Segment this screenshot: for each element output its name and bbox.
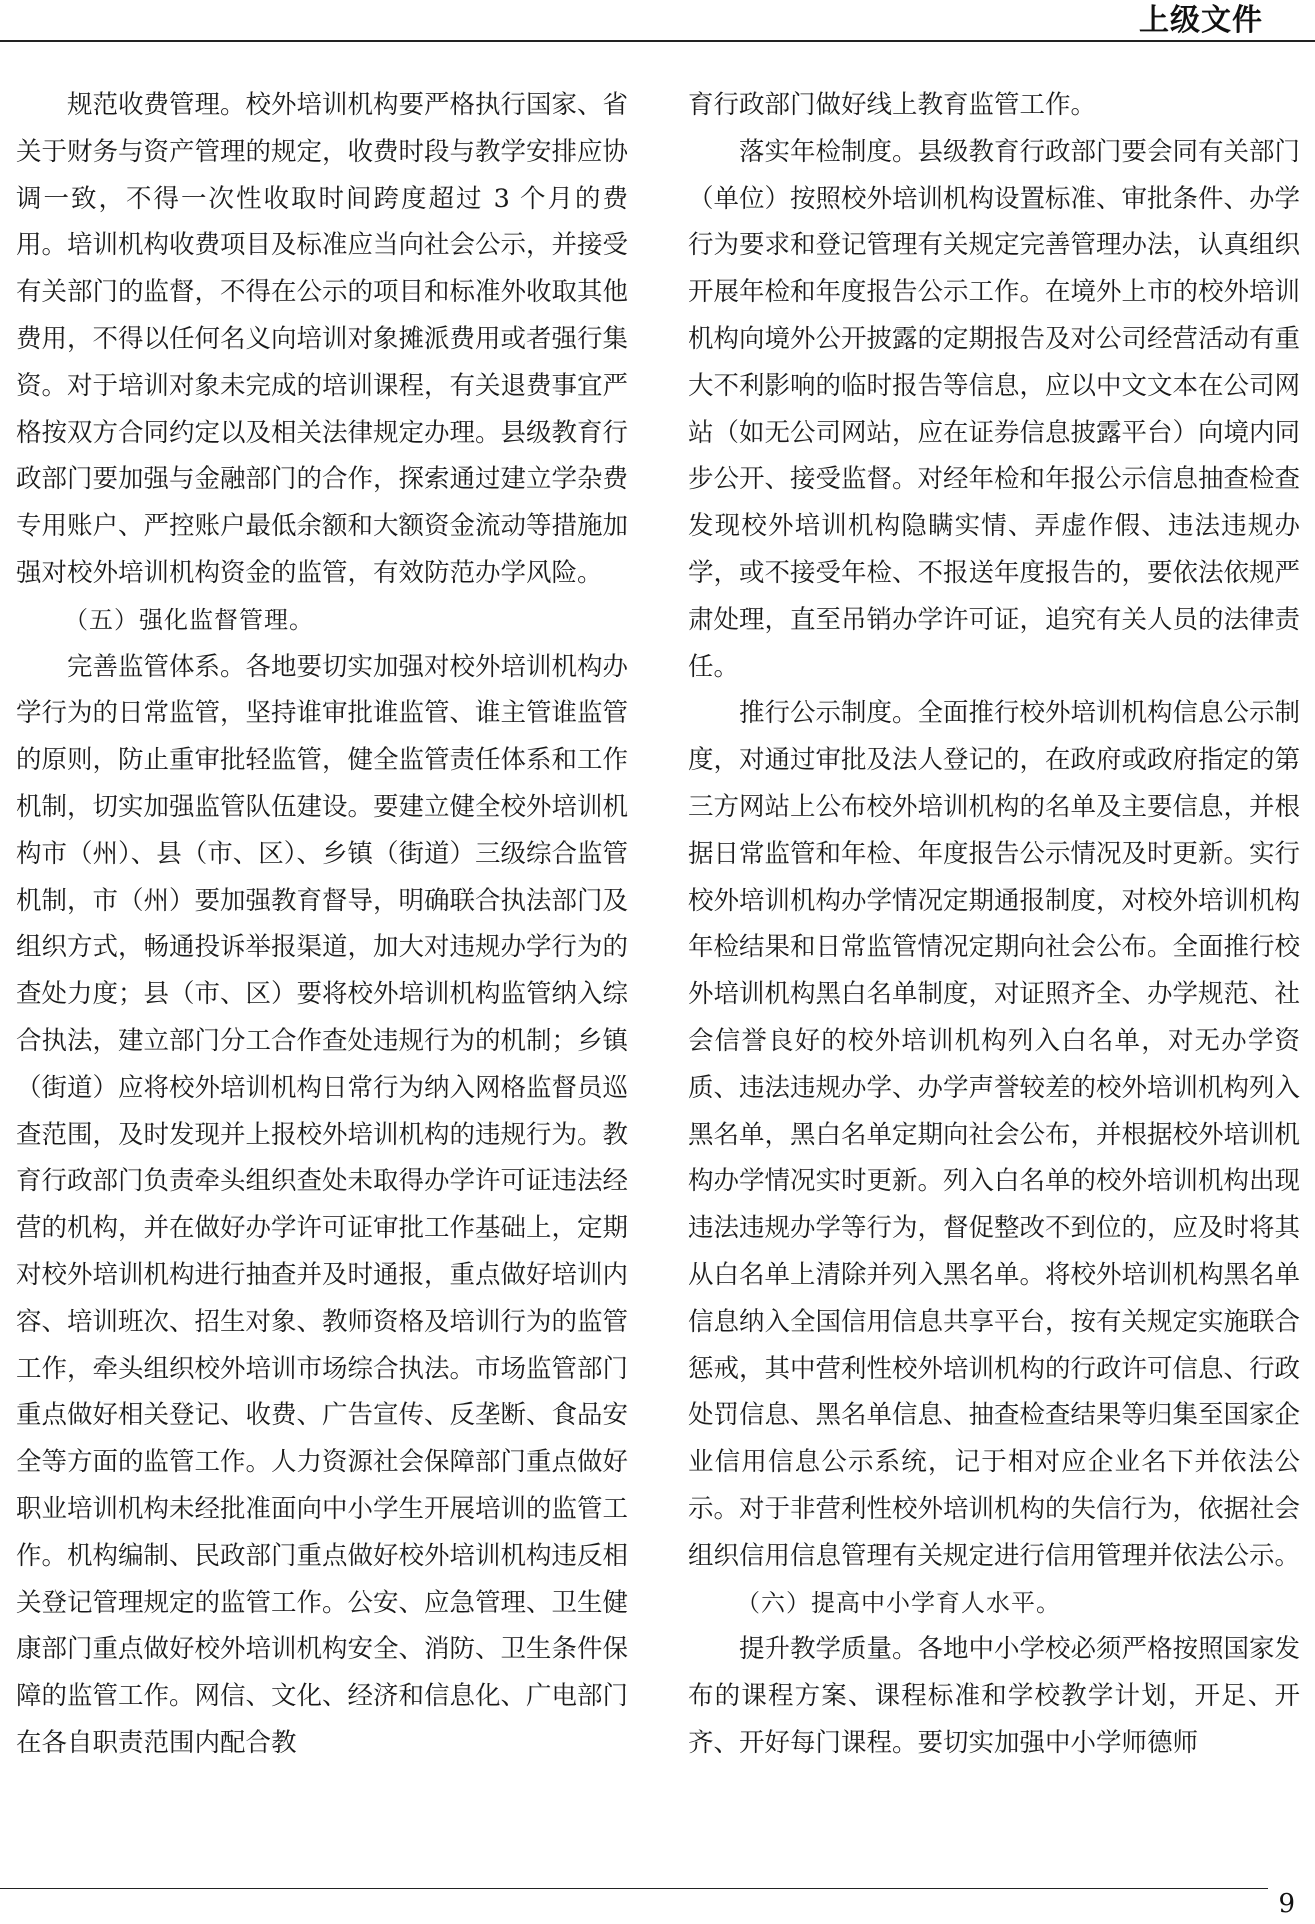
right-column [688, 82, 1300, 1767]
header-rule [0, 40, 1315, 42]
paragraph-teaching-quality: 提升教学质量。各地中小学校必须严格按照国家发布的课程方案、课程标准和学校教学计划，开足、开齐、开好每门课程。要切实加强中小学师德师 [688, 1634, 1301, 1758]
heading-improve-education: （六）提高中小学育人水平。 [736, 1588, 1061, 1617]
paragraph-supervision-system: 完善监管体系。各地要切实加强对校外培训机构办学行为的日常监管，坚持谁审批谁监管、谁主管谁监管的原则，防止重审批轻监管，健全监管责任体系和工作机制，切实加强监管队伍建设。要建立健全校外培训机构市（州）、县（市、区）、乡镇（街道）三级综合监管机制，市（州）要加强教育督导，明确联合执法部门及组织方式，畅通投诉举报渠道，加大对违规办学行为的查处力度；县（市、区）要将校外培训机构监管纳入综合执法，建立部门分工合作查处违规行为的机制；乡镇（街道）应将校外培训机构日常行为纳入网格监督员巡查范围，及时发现并上报校外培训机构的违规行为。教育行政部门负责牵头组织查处未取得办学许可证违法经营的机构，并在做好办学许可证审批工作基础上，定期对校外培训机构进行抽查并及时通报，重点做好培训内容、培训班次、招生对象、教师资格及培训行为的监管工作，牵头组织校外培训市场综合执法。市场监管部门重点做好相关登记、收费、广告宣传、反垄断、食品安全等方面的监管工作。人力资源社会保障部门重点做好职业培训机构未经批准面向中小学生开展培训的监管工作。机构编制、民政部门重点做好校外培训机构违反相关登记管理规定的监管工作。公安、应急管理、卫生健康部门重点做好校外培训机构安全、消防、卫生条件保障的监管工作。网信、文化、经济和信息化、广电部门在各自职责范围内配合教 [16, 651, 629, 1758]
footer-rule [0, 1888, 1268, 1889]
heading-strengthen-supervision: （五）强化监督管理。 [64, 605, 314, 634]
paragraph-fee-management: 规范收费管理。校外培训机构要严格执行国家、省关于财务与资产管理的规定，收费时段与教学安排应协调一致，不得一次性收取时间跨度超过 3 个月的费用。培训机构收费项目及标准应当向社会公示，并接受有关部门的监督，不得在公示的项目和标准外收取其他费用，不得以任何名义向培训对象摊派费用或者强行集资。对于培训对象未完成的培训课程，有关退费事宜严格按双方合同约定以及相关法律规定办理。县级教育行政部门要加强与金融部门的合作，探索通过建立学杂费专用账户、严控账户最低余额和大额资金流动等措施加强对校外培训机构资金的监管，有效防范办学风险。 [16, 90, 629, 588]
paragraph-annual-inspection: 落实年检制度。县级教育行政部门要会同有关部门（单位）按照校外培训机构设置标准、审批条件、办学行为要求和登记管理有关规定完善管理办法，认真组织开展年检和年度报告公示工作。在境外上市的校外培训机构向境外公开披露的定期报告及对公司经营活动有重大不利影响的临时报告等信息，应以中文文本在公司网站（如无公司网站，应在证券信息披露平台）向境内同步公开、接受监督。对经年检和年报公示信息抽查检查发现校外培训机构隐瞒实情、弄虚作假、违法违规办学，或不接受年检、不报送年度报告的，要依法依规严肃处理，直至吊销办学许可证，追究有关人员的法律责任。 [688, 136, 1301, 682]
page-number: 9 [1278, 1889, 1295, 1919]
section-title: 上级文件 [1139, 3, 1263, 38]
paragraph-continued: 育行政部门做好线上教育监管工作。 [688, 90, 1097, 120]
paragraph-publicity-system: 推行公示制度。全面推行校外培训机构信息公示制度，对通过审批及法人登记的，在政府或政府指定的第三方网站上公布校外培训机构的名单及主要信息，并根据日常监管和年检、年度报告公示情况及时更新。实行校外培训机构办学情况定期通报制度，对校外培训机构年检结果和日常监管情况定期向社会公布。全面推行校外培训机构黑白名单制度，对证照齐全、办学规范、社会信誉良好的校外培训机构列入白名单，对无办学资质、违法违规办学、办学声誉较差的校外培训机构列入黑名单，黑白名单定期向社会公布，并根据校外培训机构办学情况实时更新。列入白名单的校外培训机构出现违法违规办学等行为，督促整改不到位的，应及时将其从白名单上清除并列入黑名单。将校外培训机构黑名单信息纳入全国信用信息共享平台，按有关规定实施联合惩戒，其中营利性校外培训机构的行政许可信息、行政处罚信息、黑名单信息、抽查检查结果等归集至国家企业信用信息公示系统，记于相对应企业名下并依法公示。对于非营利性校外培训机构的失信行为，依据社会组织信用信息管理有关规定进行信用管理并依法公示。 [688, 698, 1301, 1571]
left-column [16, 82, 628, 1767]
